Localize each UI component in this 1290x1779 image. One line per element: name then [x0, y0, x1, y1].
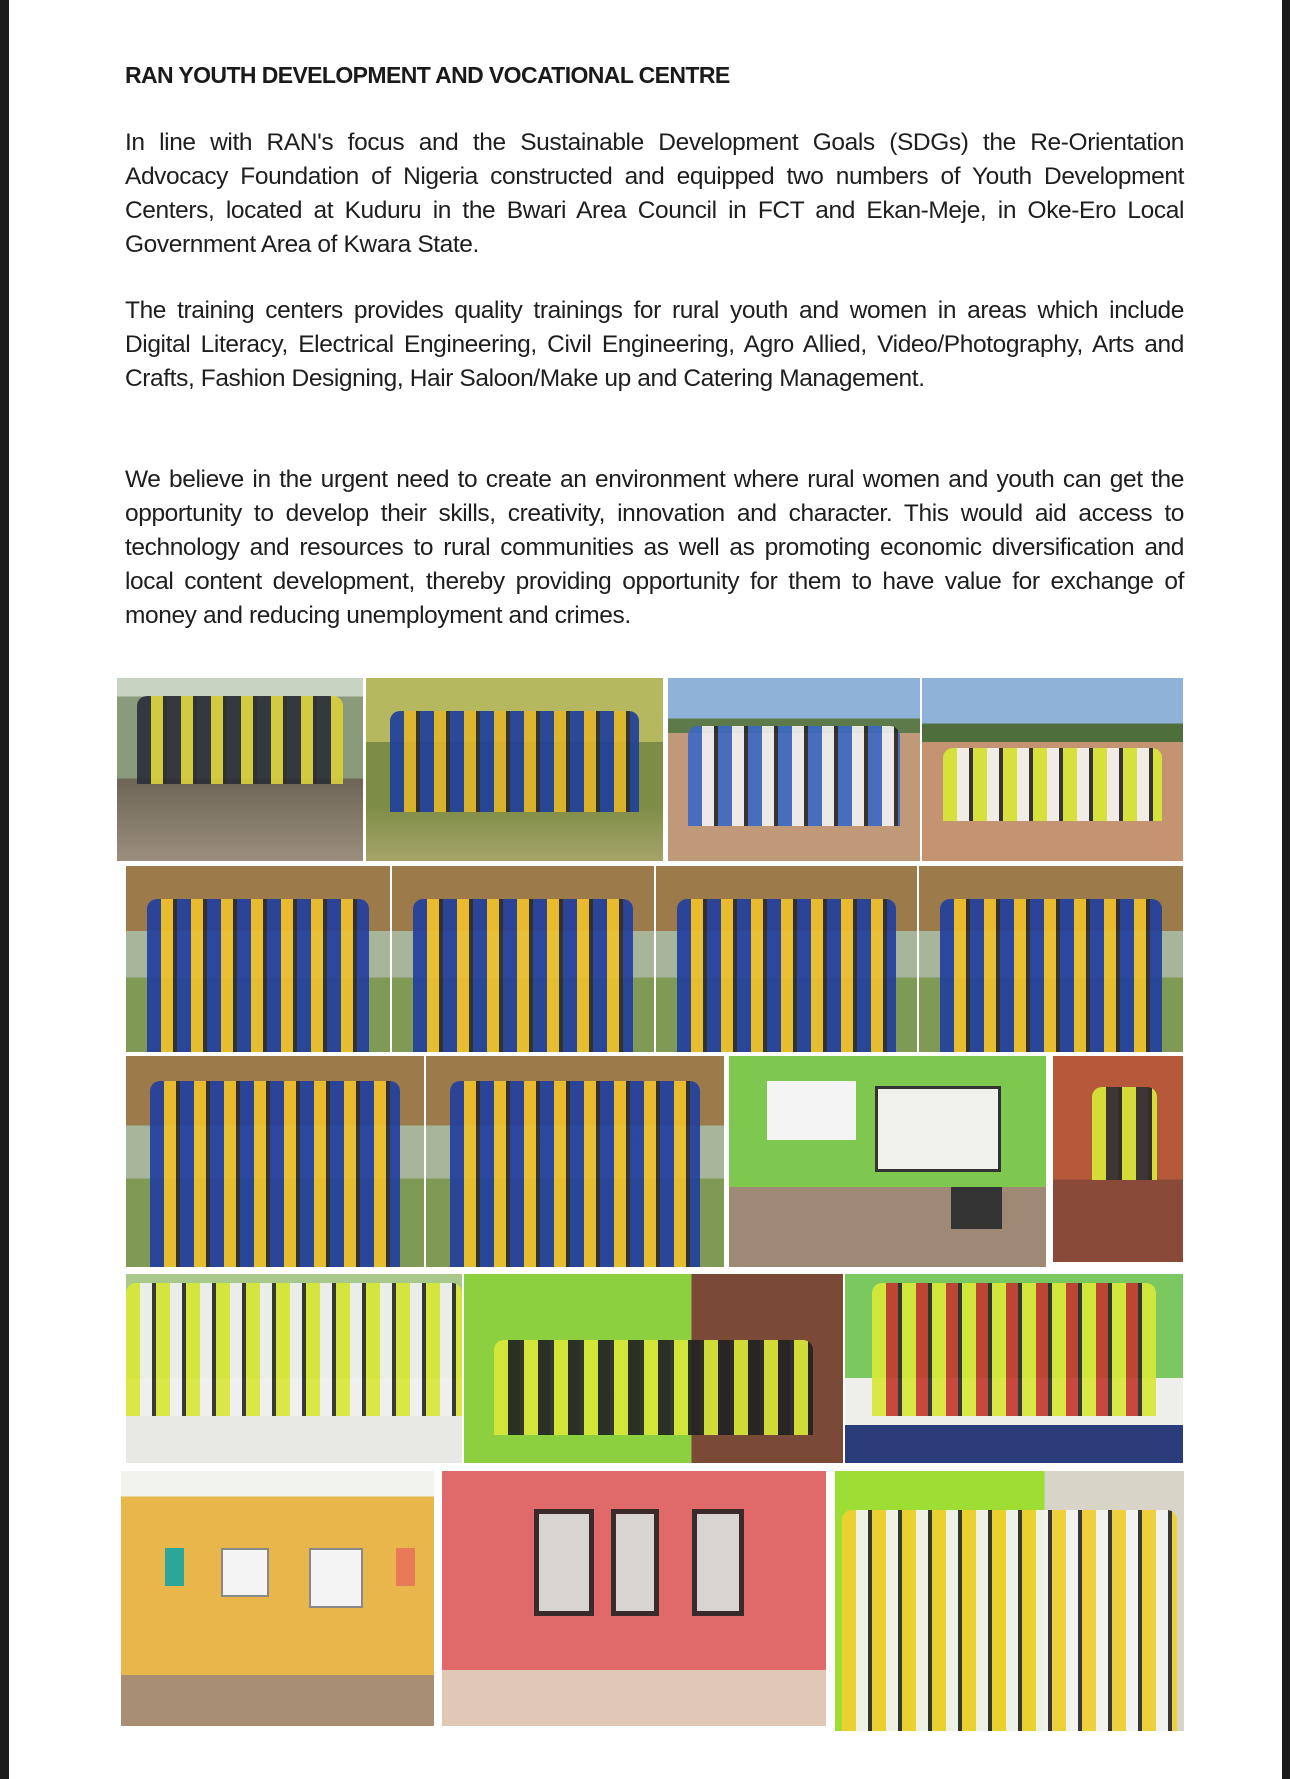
photo-certificate-presentation-2: [391, 865, 655, 1053]
photo-sewing-workshop: [463, 1273, 844, 1464]
photo-certificate-presentation-5: [125, 1055, 425, 1268]
photo-hairdressing-training: [834, 1470, 1185, 1732]
photo-fashion-studio: [120, 1470, 435, 1727]
photo-computer-lab: [728, 1055, 1047, 1268]
photo-graduates-group: [365, 677, 664, 862]
paragraph-trainings: The training centers provides quality trainings for rural youth and women in areas which include Digital Literacy, Electrical Engineering, Civil Engineering, Agro Allied, Video/Photography, Arts and Crafts, Fashion Designing, Hair Saloon/Make up and Catering Management.: [125, 297, 1184, 392]
document-page: [9, 0, 1282, 1779]
photo-football-team-yellow: [921, 677, 1184, 862]
photo-certificate-presentation-1: [125, 865, 391, 1053]
page-title: RAN YOUTH DEVELOPMENT AND VOCATIONAL CENTRE: [125, 62, 730, 88]
photo-hair-salon-room: [441, 1470, 827, 1727]
photo-group-staff: [116, 677, 364, 862]
photo-certificate-presentation-6: [425, 1055, 725, 1268]
photo-football-team-blue: [667, 677, 921, 862]
photo-sewing-trainee: [1052, 1055, 1184, 1263]
photo-fashion-class: [125, 1273, 463, 1464]
photo-fabric-cutting-class: [844, 1273, 1184, 1464]
paragraph-beliefs: We believe in the urgent need to create an environment where rural women and youth can get the opportunity to develop their skills, creativity, innovation and character. This would aid access to technology and resources to rural communities as well as promoting economic diversification and local content development, thereby providing opportunity for them to have value for exchange of money and reducing unemployment and crimes.: [125, 466, 1184, 629]
photo-certificate-presentation-4: [918, 865, 1184, 1053]
photo-certificate-presentation-3: [655, 865, 918, 1053]
paragraph-intro: In line with RAN's focus and the Sustainable Development Goals (SDGs) the Re-Orientation Advocacy Foundation of Nigeria constructed and equipped two numbers of Youth Development Centers, located at Kuduru in the Bwari Area Council in FCT and Ekan-Meje, in Oke-Ero Local Government Area of Kwara State.: [125, 129, 1184, 258]
